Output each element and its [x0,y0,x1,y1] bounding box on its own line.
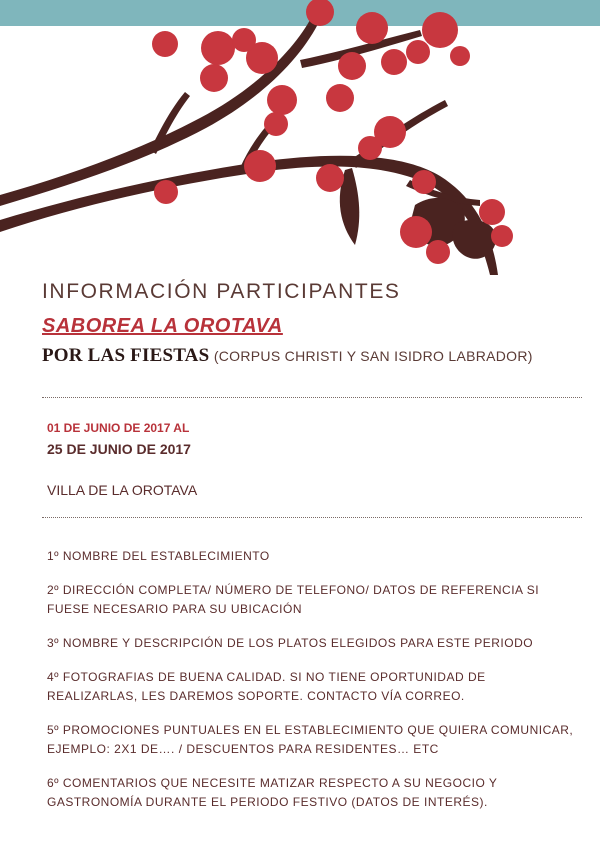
divider [42,397,582,398]
blossom-branch-illustration [0,0,600,300]
list-item: 5º PROMOCIONES PUNTUALES EN EL ESTABLECIMIENTO QUE QUIERA COMUNICAR, EJEMPLO: 2X1 DE…. / DESCUENTOS PARA RESIDENTES… ETC [47,723,574,756]
page-title: INFORMACIÓN PARTICIPANTES [42,280,401,303]
event-location: VILLA DE LA OROTAVA [47,482,198,498]
list-item: 4º FOTOGRAFIAS DE BUENA CALIDAD. SI NO TIENE OPORTUNIDAD DE REALIZARLAS, LES DAREMOS SOPORTE. CONTACTO VÍA CORREO. [47,670,486,703]
event-name: SABOREA LA OROTAVA [42,315,283,337]
requirements-list [47,547,577,827]
list-item: 2º DIRECCIÓN COMPLETA/ NÚMERO DE TELEFONO/ DATOS DE REFERENCIA SI FUESE NECESARIO PARA SU UBICACIÓN [47,583,540,616]
fiestas-label: POR LAS FIESTAS [42,345,210,366]
list-item: 6º COMENTARIOS QUE NECESITE MATIZAR RESPECTO A SU NEGOCIO Y GASTRONOMÍA DURANTE EL PERIODO FESTIVO (DATOS DE INTERÉS). [47,776,498,809]
fiestas-line [42,345,533,367]
fiestas-detail: (CORPUS CHRISTI Y SAN ISIDRO LABRADOR) [213,348,533,364]
divider [42,517,582,518]
date-from: 01 DE JUNIO DE 2017 AL [47,421,190,435]
list-item: 3º NOMBRE Y DESCRIPCIÓN DE LOS PLATOS ELEGIDOS PARA ESTE PERIODO [47,636,534,650]
list-item: 1º NOMBRE DEL ESTABLECIMIENTO [47,549,270,563]
date-to: 25 DE JUNIO DE 2017 [47,441,191,457]
